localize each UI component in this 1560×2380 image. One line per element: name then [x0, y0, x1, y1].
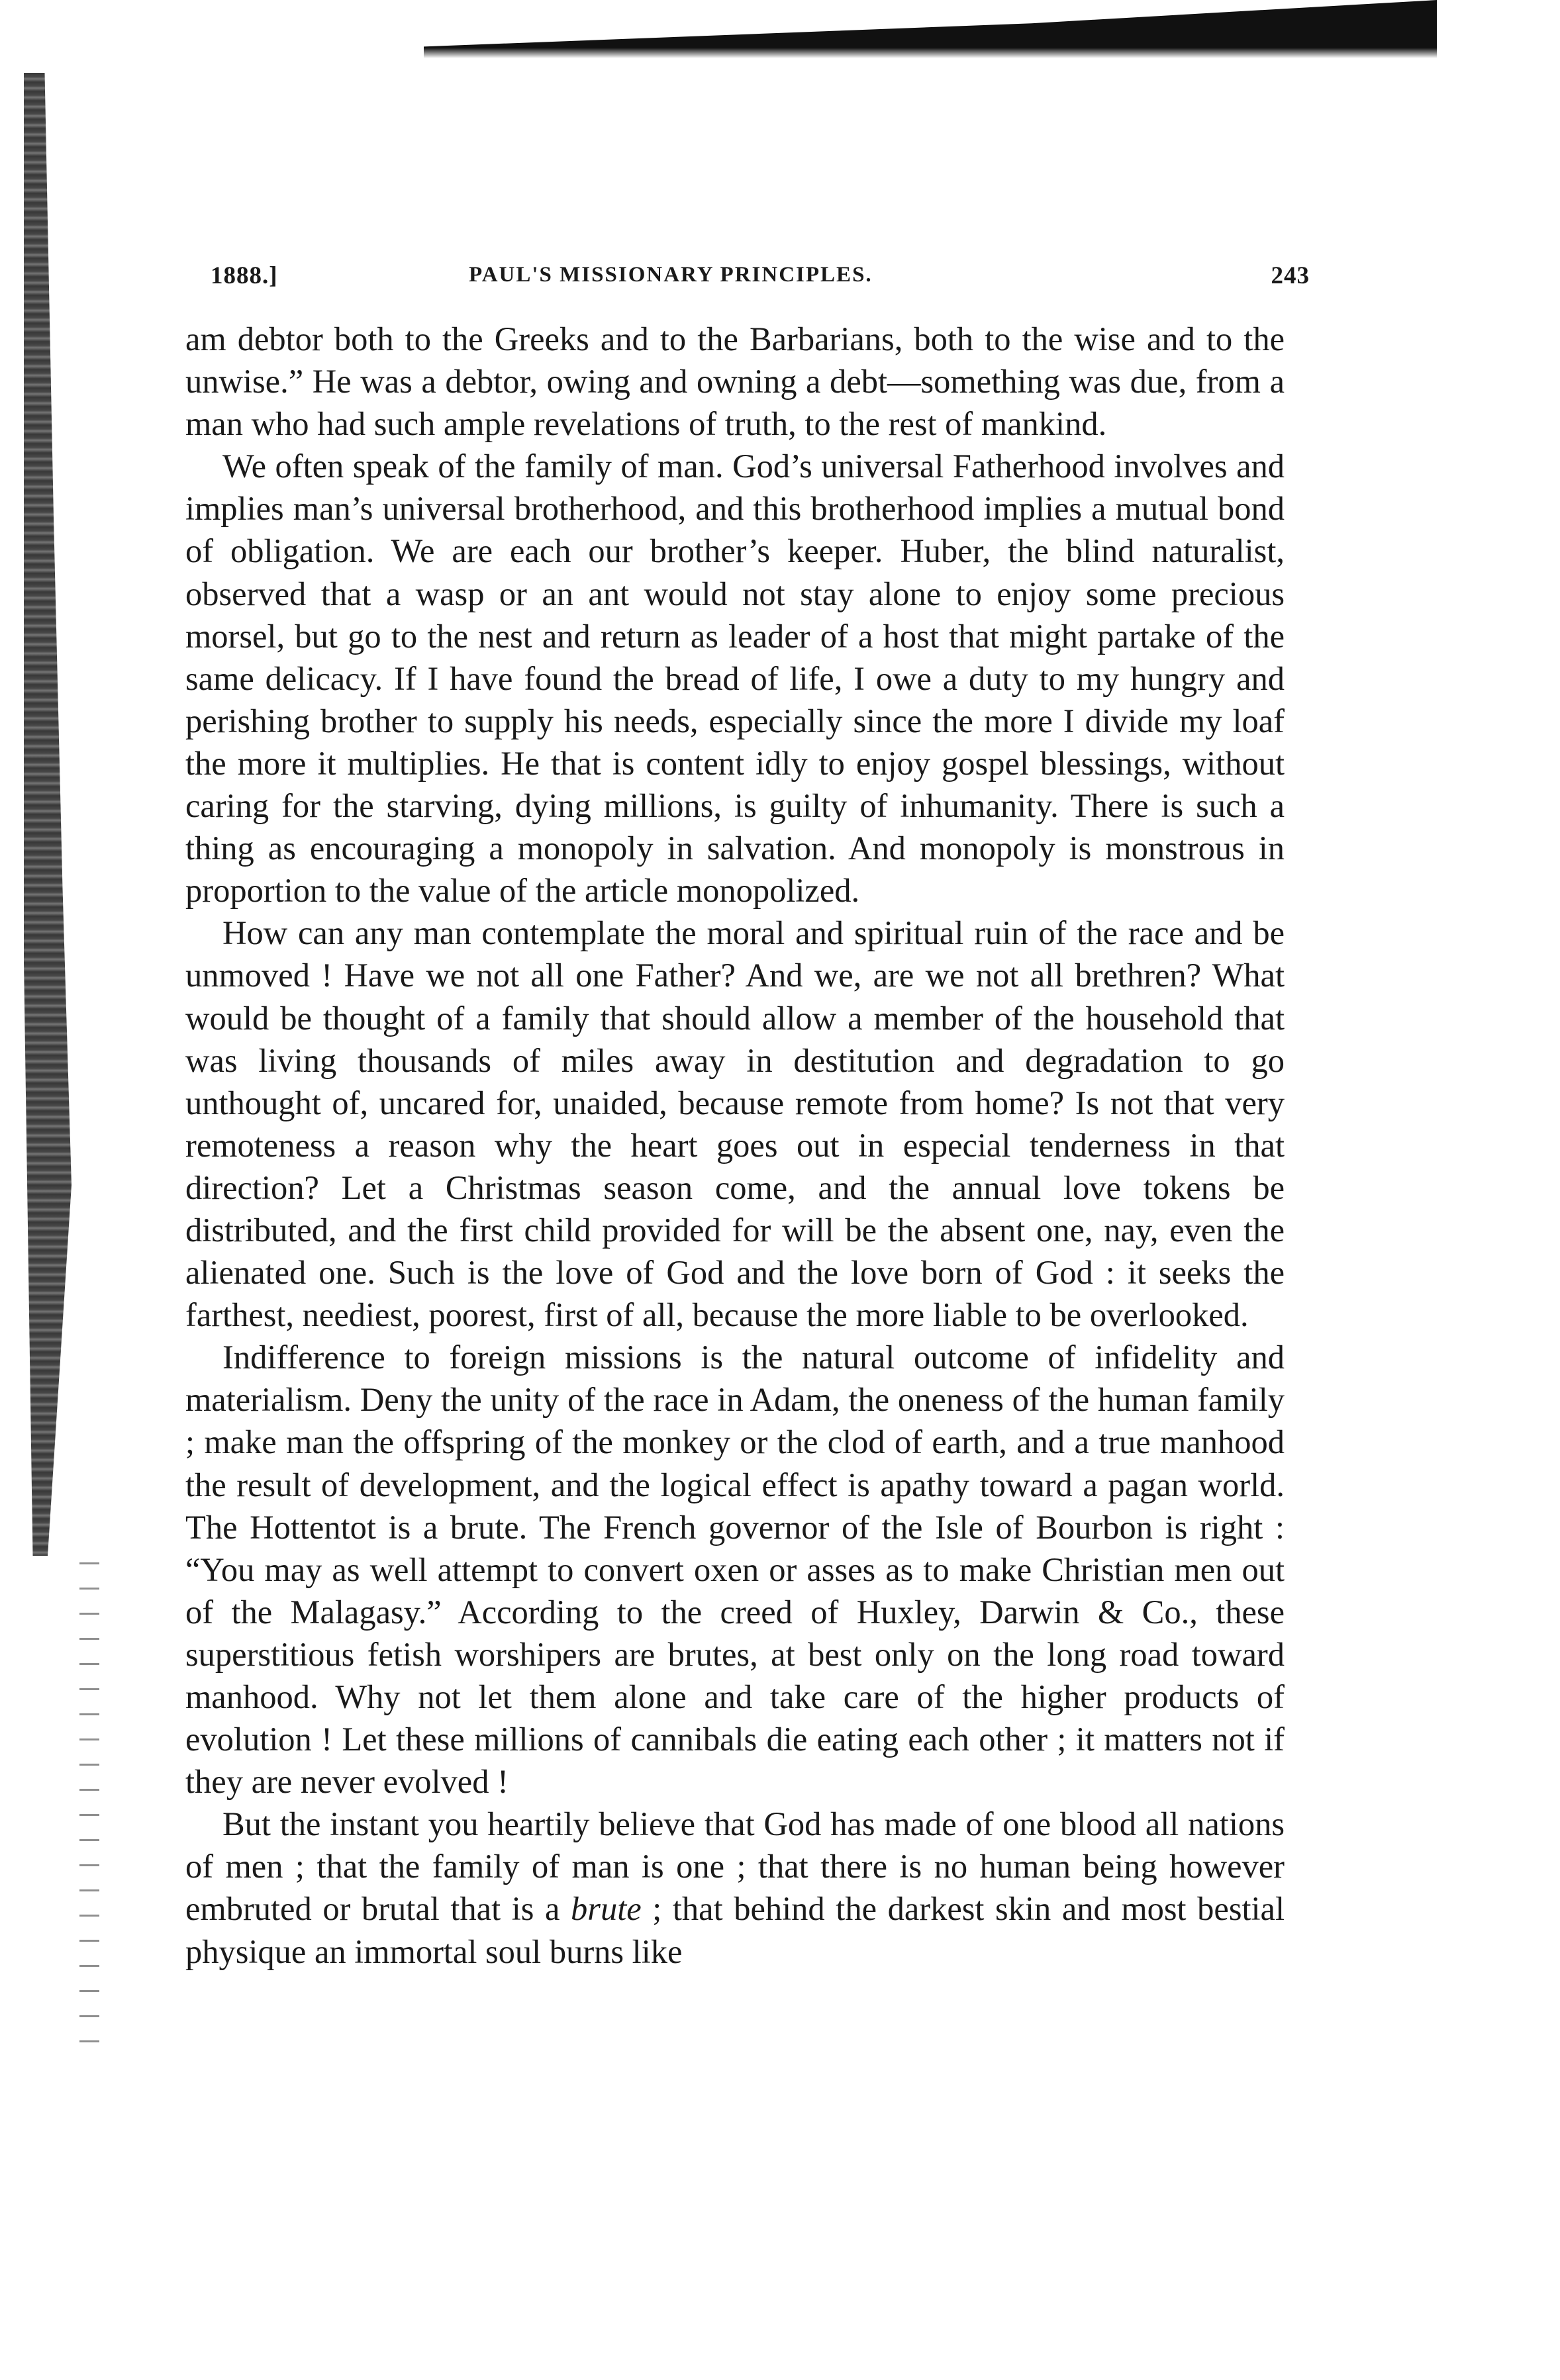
- scan-binding-edge: [12, 73, 72, 1556]
- paragraph-one-blood: [185, 1803, 1285, 1972]
- page-body: [185, 318, 1285, 1973]
- paragraph-continued: am debtor both to the Greeks and to the Barbarians, both to the wise and to the unwise.” He was a debtor, owing and owning a debt—something was due, from a man who had such ample revelations of truth, to the rest of mankind.: [185, 320, 1285, 443]
- header-year: 1888.]: [211, 262, 278, 289]
- scan-edge-shadow: [424, 0, 1437, 58]
- paragraph-indifference: Indifference to foreign missions is the natural outcome of infidelity and materialism. Deny the unity of the race in Adam, the oneness of the human family ; make man the offspring of the monkey or the clod of earth, and a true manhood the result of development, and the logical effect is apathy toward a pagan world. The Hottentot is a brute. The French governor of the Isle of Bourbon is right : “You may as well attempt to convert oxen or asses as to make Christian men out of the Malagasy.” According to the creed of Huxley, Darwin & Co., these superstitious fetish worshipers are brutes, at best only on the long road toward manhood. Why not let them alone and take care of the higher products of evolution ! Let these millions of cannibals die eating each other ; it matters not if they are never evolved !: [185, 1339, 1285, 1801]
- paragraph-one-blood-end: ; that behind the darkest skin and most bestial physique an immortal soul burns like: [185, 1890, 1285, 1970]
- paragraph-one-blood-start: But the instant you heartily believe that God has made of one blood all nations of men ; that the family of man is one ; that there is no human being however embruted or brutal that is a: [185, 1805, 1285, 1928]
- emphasis-brute: brute: [571, 1890, 642, 1928]
- scan-specks: [79, 1562, 99, 2066]
- paragraph-family-of-man: We often speak of the family of man. God’s universal Fatherhood involves and implies man’s universal brotherhood, and this brotherhood implies a mutual bond of obligation. We are each our brother’s keeper. Huber, the blind naturalist, observed that a wasp or an ant would not stay alone to enjoy some precious morsel, but go to the nest and return as leader of a host that might partake of the same delicacy. If I have found the bread of life, I owe a duty to my hungry and perishing brother to supply his needs, especially since the more I divide my loaf the more it multiplies. He that is content idly to enjoy gospel blessings, without caring for the starving, dying millions, is guilty of inhumanity. There is such a thing as encouraging a monopoly in salvation. And monopoly is monstrous in proportion to the value of the article monopolized.: [185, 448, 1285, 910]
- paragraph-moral-ruin: How can any man contemplate the moral and spiritual ruin of the race and be unmoved ! Have we not all one Father? And we, are we not all brethren? What would be thought of a family that should allow a member of the household that was living thousands of miles away in destitution and degradation to go unthought of, uncared for, unaided, because remote from home? Is not that very remoteness a reason why the heart goes out in especial tenderness in that direction? Let a Christmas season come, and the annual love tokens be distributed, and the first child provided for will be the absent one, nay, even the alienated one. Such is the love of God and the love born of God : it seeks the farthest, neediest, poorest, first of all, because the more liable to be overlooked.: [185, 914, 1285, 1334]
- page-number: 243: [1271, 262, 1310, 289]
- header-title: PAUL'S MISSIONARY PRINCIPLES.: [469, 263, 873, 287]
- running-head: [211, 262, 1310, 295]
